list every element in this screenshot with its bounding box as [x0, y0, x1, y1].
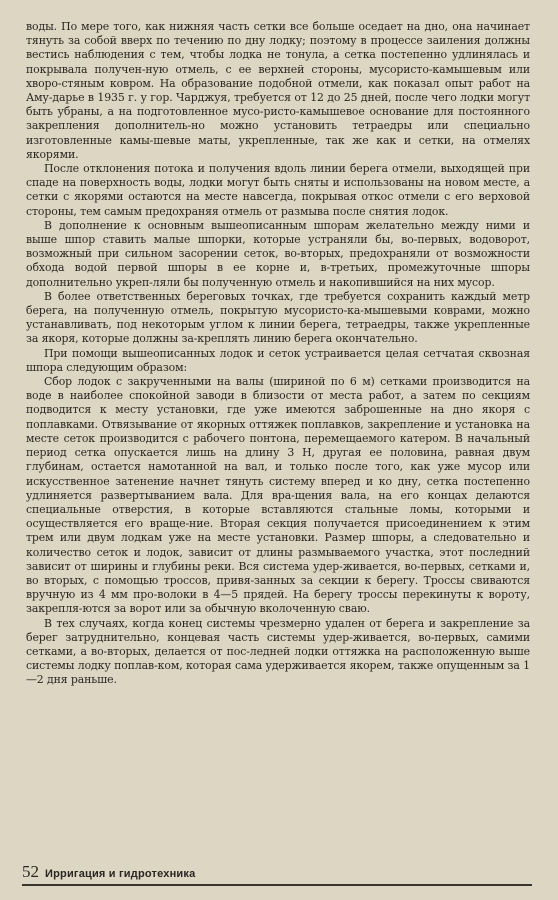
page-number: 52: [22, 862, 39, 881]
paragraph-7: В тех случаях, когда конец системы чрезмерно удален от берега и закрепление за берег затруднительно, концевая часть системы удер-живается, во-первых, самими сетками, а во-вторых, делается от пос-ледней лодки оттяжка на расположенную выше системы лодку поплав-ком, которая сама удерживается якорем, также опущенным за 1—2 дня раньше.: [26, 616, 530, 687]
page-body: [26, 20, 530, 688]
paragraph-2: После отклонения потока и получения вдоль линии берега отмели, выходящей при спаде на поверхность воды, лодки могут быть сняты и использованы на новом месте, а сетки с якорями остаются на месте навсегда, покрывая откос отмели с его верховой стороны, тем самым предохраняя отмель от размыва после снятия лодок.: [26, 162, 530, 218]
footer-rule: [22, 884, 532, 886]
paragraph-4: В более ответственных береговых точках, где требуется сохранить каждый метр берега, на полученную отмель, покрытую мусористо-ка-мышевыми коврами, можно устанавливать, под некоторым углом к линии берега, тетраедры, также укрепленные за якоря, которые должны за-креплять линию берега окончательно.: [26, 289, 530, 346]
paragraph-5: При помощи вышеописанных лодок и сеток устраивается целая сетчатая сквозная шпора следующим образом:: [26, 346, 530, 374]
journal-title: Ирригация и гидротехника: [45, 868, 196, 880]
paragraph-1: воды. По мере того, как нижняя часть сетки все больше оседает на дно, она начинает тянуть за собой вверх по течению по дну лодку; поэтому в процессе заиления должны вестись наблюдения с тем, чтобы лодка не тонула, а сетка постепенно удлинялась и покрывала получен-ную отмель, с ее верхней стороны, мусористо-камышевым или хворо-стяным ковром. На образование подобной отмели, как показал опыт работ на Аму-дарье в 1935 г. у гор. Чарджуя, требуется от 12 до 25 дней, после чего лодки могут быть убраны, а на подготовленное мусо-ристо-камышевое основание для постоянного закрепления дополнитель-но можно установить тетраедры или специально изготовленные камы-шевые маты, укрепленные, так же как и сетки, на отмелях якорями.: [26, 20, 530, 161]
page-footer: [22, 862, 532, 882]
paragraph-3: В дополнение к основным вышеописанным шпорам желательно между ними и выше шпор ставить малые шпорки, которые устраняли бы, во-первых, водоворот, возможный при сильном засорении сеток, во-вторых, предохраняли от возможности обхода водой первой шпоры в ее корне и, в-третьих, промежуточные шпоры дополнительно укреп-ляли бы полученную отмель и накопившийся на них мусор.: [26, 218, 530, 289]
paragraph-6: Сбор лодок с закрученными на валы (шириной по 6 м) сетками производится на воде в наиболее спокойной заводи в близости от места работ, а затем по секциям подводится к месту установки, где уже имеются заброшенные на дно якоря с поплавками. Отвязывание от якорных оттяжек поплавков, закрепление и установка на месте сеток производится с рабочего понтона, перемещаемого катером. В начальный период сетка опускается лишь на длину 3 Н, другая ее половина, равная двум глубинам, остается намотанной на вал, и только после того, как уже мусор или искусственное затенение начнет тянуть систему вперед и ко дну, сетка постепенно удлиняется развертыванием вала. Для вра-щения вала, на его концах делаются специальные отверстия, в которые вставляются стальные ломы, которыми и осуществляется его враще-ние. Вторая секция получается присоединением к этим трем или двум лодкам уже на месте установки. Размер шпоры, а следовательно и количество сеток и лодок, зависит от длины размываемого участка, этот последний зависит от ширины и глубины реки. Вся система удер-живается, во-первых, сетками и, во вторых, с помощью троссов, привя-занных за секции к берегу. Троссы свиваются вручную из 4 мм про-волоки в 4—5 прядей. На берегу троссы перекинуты к вороту, закрепля-ются за ворот или за обычную вколоченную сваю.: [26, 375, 530, 616]
